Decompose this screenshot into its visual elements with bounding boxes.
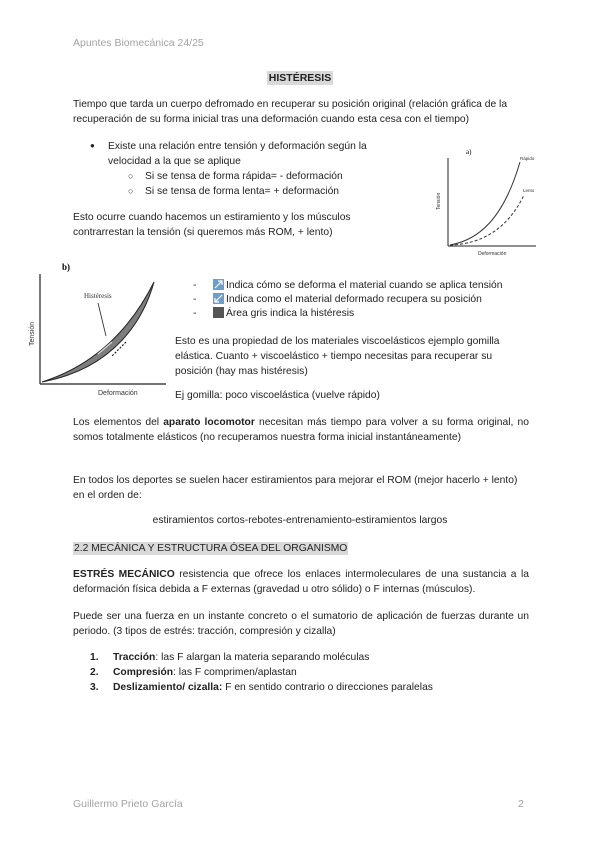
example-paragraph: Ej gomilla: poco viscoelástica (vuelve rápido) — [175, 390, 380, 401]
graph-a-ylabel: Tensión — [436, 192, 442, 210]
graph-a-slow-label: Lento — [523, 188, 535, 193]
graph-b-ylabel: Tensión — [29, 321, 36, 346]
footer-author: Guillermo Prieto García — [73, 798, 183, 810]
graph-b-figure — [26, 258, 176, 404]
hysteresis-bullet-list — [90, 140, 400, 200]
sports-paragraph: En todos los deportes se suelen hacer estiramientos para mejorar el ROM (mejor hacerlo + lento) en el orden de: — [73, 475, 518, 501]
graph-b-svg — [26, 258, 176, 398]
graph-a-label: a) — [466, 148, 472, 156]
sub-item-slow: ○ Si se tensa de forma lenta= + deformación — [108, 185, 400, 200]
force-paragraph: Puede ser una fuerza en un instante concreto o el sumatorio de aplicación de fuerzas durante un periodo. (3 tipos de estrés: tracción, compresión y cizalla) — [73, 611, 529, 637]
section-title: HISTÉRESIS — [268, 72, 332, 84]
sub-item-fast: ○ Si se tensa de forma rápida= - deformación — [108, 170, 400, 185]
viscoelastic-paragraph: Esto es una propiedad de los materiales viscoelásticos ejemplo gomilla elástica. Cuanto + viscoelástico + tiempo necesitas para recuperar su posición (hay mas histéresis) — [175, 336, 500, 377]
intro-paragraph: Tiempo que tarda un cuerpo defromado en recuperar su posición original (relación gráfica de la recuperación de su forma inicial tras una deformación cuando esta cesa con el tiempo) — [73, 99, 508, 125]
stress-types-list — [90, 651, 510, 696]
legend-item-up: - Indica cómo se deforma el material cuando se aplica tensión — [193, 279, 533, 293]
graph-a-figure — [428, 140, 540, 266]
stress-type-item: 2. Compresión: las F comprimen/aplastan — [90, 666, 297, 678]
graph-a-slow-curve — [450, 195, 524, 245]
speed-sub-list — [108, 170, 400, 200]
gray-square-icon — [213, 307, 224, 318]
stress-paragraph: ESTRÉS MECÁNICO resistencia que ofrece los enlaces intermoleculares de una sustancia a la deformación física debida a F externas (gravedad u otro sólido) o F internas (músculos). — [73, 569, 529, 595]
graph-b-annotation: Histéresis — [84, 292, 112, 300]
arrow-up-icon — [213, 279, 224, 290]
graph-a-fast-label: Rápido — [520, 156, 535, 161]
arrow-down-icon — [213, 293, 224, 304]
stretch-order-line: estiramientos cortos-rebotes-entrenamiento-estiramientos largos — [152, 515, 448, 526]
locomotor-paragraph: Los elementos del aparato locomotor necesitan más tiempo para volver a su forma original, no somos totalmente elásticos (no recuperamos nuestra forma inicial instantáneamente) — [73, 417, 529, 443]
graph-a-svg — [428, 140, 540, 260]
footer-page-number: 2 — [518, 798, 524, 810]
legend-item-gray: - Área gris indica la histéresis — [193, 307, 533, 321]
graph-legend — [193, 279, 533, 321]
legend-item-down: - Indica como el material deformado recupera su posición — [193, 293, 533, 307]
graph-a-xlabel: Deformación — [478, 251, 507, 257]
stretch-paragraph: Esto ocurre cuando hacemos un estiramiento y los músculos contrarrestan la tensión (si queremos más ROM, + lento) — [73, 212, 351, 238]
graph-b-annotation-line — [98, 303, 106, 336]
graph-b-xlabel: Deformación — [98, 390, 138, 397]
stress-type-item: 3. Deslizamiento/ cizalla: F en sentido contrario o direcciones paralelas — [90, 681, 433, 693]
stress-type-item: 1. Tracción: las F alargan la materia separando moléculas — [90, 652, 370, 663]
section-heading: 2.2 MECÁNICA Y ESTRUCTURA ÓSEA DEL ORGANISMO — [74, 543, 348, 554]
graph-b-label: b) — [62, 262, 71, 272]
bullet-item: ● Existe una relación entre tensión y deformación según la velocidad a la que se aplique ○ Si se tensa de forma rápida= - deformación ○ Si se tensa de forma lenta= + deformación — [90, 140, 400, 200]
graph-a-fast-curve — [450, 162, 520, 245]
page-header: Apuntes Biomecánica 24/25 — [73, 37, 204, 49]
